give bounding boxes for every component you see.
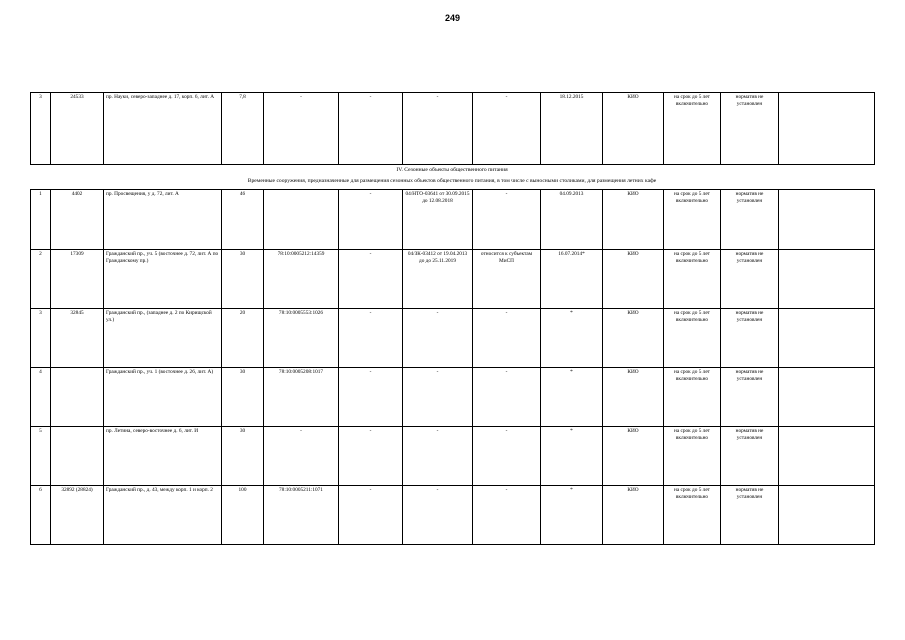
cell-norm: норматив не установлен [721, 190, 779, 250]
cell-last [779, 93, 875, 165]
page-number: 249 [444, 13, 461, 23]
cell-kio: КИО [603, 486, 664, 545]
cell-area: 20 [222, 309, 264, 368]
table-row [31, 93, 875, 165]
cell-norm: норматив не установлен [721, 427, 779, 486]
cell-area: 30 [222, 250, 264, 309]
cell-col6: - [339, 486, 403, 545]
cell-date: * [541, 427, 603, 486]
registry-table-main [30, 189, 875, 545]
cell-num: 3 [31, 93, 51, 165]
cell-num: 1 [31, 190, 51, 250]
cell-reg-number: 32892 (28824) [51, 486, 104, 545]
cell-col6: - [339, 93, 403, 165]
cell-col8: - [473, 93, 541, 165]
cell-last [779, 486, 875, 545]
cell-address: пр. Летина, северо-восточнее д. 6, лит. И [104, 427, 222, 486]
cell-contract: - [403, 309, 473, 368]
cell-term: на срок до 5 лет включительно [664, 427, 721, 486]
cell-date: 16.07.2014* [541, 250, 603, 309]
cell-contract: - [403, 368, 473, 427]
cell-col8: - [473, 190, 541, 250]
cell-contract: - [403, 486, 473, 545]
table-row [31, 309, 875, 368]
cell-col8: относится к субъектам МиСП [473, 250, 541, 309]
registry-table-top [30, 92, 875, 165]
cell-address: Гражданский пр., уч. 1 (восточнее д. 26, лит. А) [104, 368, 222, 427]
cell-col6: - [339, 250, 403, 309]
cell-norm: норматив не установлен [721, 309, 779, 368]
cell-col6: - [339, 368, 403, 427]
cell-norm: норматив не установлен [721, 368, 779, 427]
cell-reg-number [51, 427, 104, 486]
cell-last [779, 427, 875, 486]
cell-term: на срок до 5 лет включительно [664, 309, 721, 368]
cell-cadastral-number: 78:10:0005211:1071 [264, 486, 339, 545]
cell-contract: - [403, 427, 473, 486]
cell-col8: - [473, 309, 541, 368]
cell-address: пр. Просвещения, у д. 72, лит. А [104, 190, 222, 250]
cell-contract: 04/НТО-03641 от 30.09.2015 до 12.08.2018 [403, 190, 473, 250]
cell-reg-number: 32845 [51, 309, 104, 368]
cell-last [779, 190, 875, 250]
cell-kio: КИО [603, 427, 664, 486]
cell-term: на срок до 5 лет включительно [664, 93, 721, 165]
cell-area: 46 [222, 190, 264, 250]
cell-address: Гражданский пр., д. 43, между корп. 1 и корп. 2 [104, 486, 222, 545]
cell-norm: норматив не установлен [721, 250, 779, 309]
cell-col8: - [473, 368, 541, 427]
cell-col6: - [339, 309, 403, 368]
section-subtitle: Временные сооружения, предназначенные для размещения сезонных объектов общественного питания, в том числе с выносными столиками, для размещения летних кафе [247, 178, 657, 184]
cell-reg-number: 24533 [51, 93, 104, 165]
cell-reg-number [51, 368, 104, 427]
cell-col6: - [339, 190, 403, 250]
cell-num: 2 [31, 250, 51, 309]
cell-cadastral-number: 78:10:0005212:14359 [264, 250, 339, 309]
cell-col6: - [339, 427, 403, 486]
cell-date: * [541, 309, 603, 368]
cell-col8: - [473, 486, 541, 545]
cell-contract: - [403, 93, 473, 165]
cell-kio: КИО [603, 309, 664, 368]
table-row [31, 250, 875, 309]
cell-cadastral-number: - [264, 427, 339, 486]
cell-term: на срок до 5 лет включительно [664, 190, 721, 250]
cell-kio: КИО [603, 93, 664, 165]
cell-date: 04.09.2013 [541, 190, 603, 250]
cell-norm: норматив не установлен [721, 486, 779, 545]
section-title: IV. Сезонные объекты общественного питания [396, 167, 508, 173]
cell-last [779, 309, 875, 368]
cell-col8: - [473, 427, 541, 486]
cell-address: Гражданский пр., уч. 5 (восточнее д. 72, лит. А по Гражданскому пр.) [104, 250, 222, 309]
cell-area: 100 [222, 486, 264, 545]
cell-kio: КИО [603, 368, 664, 427]
cell-num: 3 [31, 309, 51, 368]
cell-area: 30 [222, 368, 264, 427]
cell-num: 5 [31, 427, 51, 486]
cell-last [779, 250, 875, 309]
cell-term: на срок до 5 лет включительно [664, 368, 721, 427]
cell-last [779, 368, 875, 427]
cell-date: * [541, 368, 603, 427]
cell-kio: КИО [603, 250, 664, 309]
cell-norm: норматив не установлен [721, 93, 779, 165]
cell-cadastral-number: 78:10:0005208:1017 [264, 368, 339, 427]
cell-cadastral-number: - [264, 93, 339, 165]
cell-date: * [541, 486, 603, 545]
cell-contract: 04/ЗК-03412 от 19.04.2013 до до 25.11.2019 [403, 250, 473, 309]
cell-cadastral-number [264, 190, 339, 250]
cell-area: 7,8 [222, 93, 264, 165]
cell-term: на срок до 5 лет включительно [664, 250, 721, 309]
table-row [31, 368, 875, 427]
cell-kio: КИО [603, 190, 664, 250]
cell-reg-number: 17309 [51, 250, 104, 309]
cell-num: 6 [31, 486, 51, 545]
cell-cadastral-number: 78:10:0005553:1026 [264, 309, 339, 368]
cell-term: на срок до 5 лет включительно [664, 486, 721, 545]
table-row [31, 486, 875, 545]
table-row [31, 427, 875, 486]
cell-date: 18.12.2015 [541, 93, 603, 165]
cell-num: 4 [31, 368, 51, 427]
cell-reg-number: 4402 [51, 190, 104, 250]
cell-area: 30 [222, 427, 264, 486]
table-row [31, 190, 875, 250]
cell-address: Гражданский пр., (западнее д. 2 по Кирищской ул.) [104, 309, 222, 368]
cell-address: пр. Науки, северо-западнее д. 17, корп. 6, лит. А [104, 93, 222, 165]
